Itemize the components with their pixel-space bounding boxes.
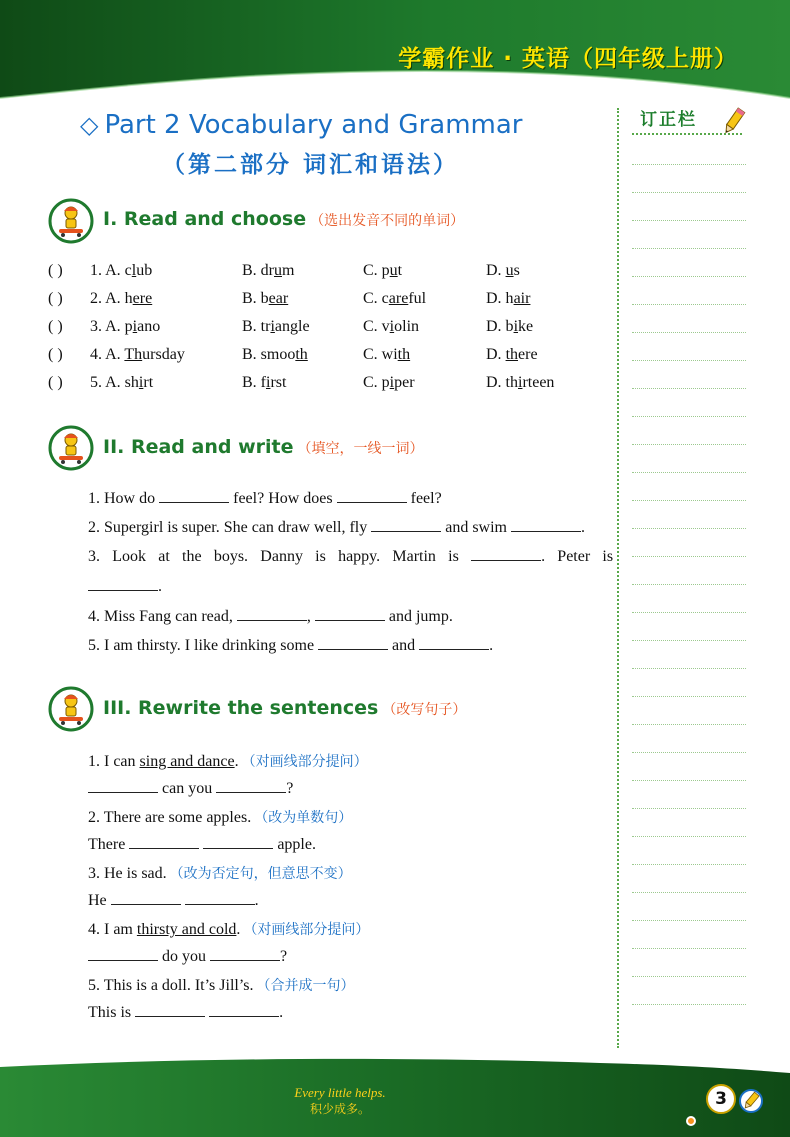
- answer-blank[interactable]: [135, 1003, 205, 1017]
- option-c-underlined: are: [388, 290, 409, 307]
- rewrite-sentence: [88, 807, 352, 827]
- answer-blank[interactable]: [511, 518, 581, 532]
- underlined-phrase: sing and dance: [139, 753, 235, 770]
- answer-paren[interactable]: ( ): [48, 262, 63, 279]
- fill-blank-question: [88, 547, 613, 566]
- rewrite-answer: [88, 891, 259, 910]
- instruction-hint: （对画线部分提问）: [241, 754, 368, 770]
- answer-blank[interactable]: [216, 779, 286, 793]
- answer-blank[interactable]: [209, 1003, 279, 1017]
- question-text: feel? How does: [229, 490, 337, 507]
- question-text: 5. I am thirsty. I like drinking some: [88, 637, 319, 654]
- sentence-text: 5. This is a doll. It’s Jill’s.: [88, 977, 254, 994]
- question-text: .: [541, 548, 546, 565]
- option-a-label: 3. A.: [90, 318, 125, 335]
- fill-blank-question: [88, 636, 493, 655]
- page-number: 3: [706, 1084, 736, 1114]
- rewrite-answer: [88, 835, 316, 854]
- part-subtitle: （第二部分 词汇和语法）: [162, 151, 460, 178]
- sentence-text: .: [234, 753, 239, 770]
- sentence-text: 1. I can: [88, 753, 140, 770]
- answer-blank[interactable]: [419, 636, 489, 650]
- answer-text: There: [88, 836, 130, 853]
- option-c-underlined: u: [389, 262, 398, 279]
- option-d-underlined: i: [518, 374, 523, 391]
- option-d: D. there: [486, 346, 538, 363]
- question-text: is: [448, 548, 459, 565]
- option-d-underlined: th: [505, 346, 519, 363]
- question-text: and: [388, 637, 420, 654]
- instruction-hint: （改为否定句，但意思不变）: [169, 866, 352, 882]
- option-d-underlined: air: [513, 290, 531, 307]
- option-a: 2. A. here: [90, 290, 153, 307]
- instruction-hint: （改为单数句）: [254, 810, 353, 826]
- answer-blank[interactable]: [88, 779, 158, 793]
- answer-blank[interactable]: [337, 489, 407, 503]
- option-d: D. hair: [486, 290, 531, 307]
- answer-text: ?: [280, 948, 288, 965]
- option-c-underlined: i: [389, 374, 395, 391]
- option-b-underlined: th: [295, 346, 308, 363]
- correction-lines: [632, 164, 746, 1032]
- option-b-underlined: i: [266, 374, 271, 391]
- fill-blank-question: [88, 607, 453, 626]
- option-a-underlined: ere: [132, 290, 153, 307]
- answer-blank[interactable]: [315, 607, 385, 621]
- sentence-text: 4. I am: [88, 921, 137, 938]
- question-text: feel?: [406, 490, 442, 507]
- rewrite-answer: [88, 947, 287, 966]
- part-title: [80, 110, 522, 140]
- option-c: C. violin: [363, 318, 420, 335]
- rewrite-sentence: [88, 751, 368, 771]
- answer-paren[interactable]: ( ): [48, 318, 63, 335]
- answer-blank[interactable]: [88, 577, 158, 591]
- answer-text: ?: [286, 780, 294, 797]
- answer-blank[interactable]: [471, 547, 541, 561]
- answer-blank-group: [471, 548, 545, 565]
- answer-blank[interactable]: [371, 518, 441, 532]
- question-text: Danny: [260, 548, 303, 565]
- section1-title-text: I. Read and choose: [103, 208, 307, 230]
- answer-blank[interactable]: [111, 891, 181, 905]
- answer-text: do you: [158, 948, 210, 965]
- option-a-label: 1. A.: [90, 262, 125, 279]
- option-c: C. careful: [363, 290, 427, 307]
- correction-divider: [617, 108, 619, 1048]
- fill-blank-continuation: [88, 577, 162, 596]
- option-a-underlined: l: [131, 262, 137, 279]
- answer-blank[interactable]: [237, 607, 307, 621]
- answer-blank[interactable]: [318, 636, 388, 650]
- option-b: B. bear: [242, 290, 289, 307]
- question-text: and swim: [441, 519, 511, 536]
- option-d: D. thirteen: [486, 374, 555, 391]
- section1-note: （选出发音不同的单词）: [310, 213, 465, 229]
- section3-title: [103, 697, 466, 719]
- section3-note: （改写句子）: [382, 702, 467, 718]
- answer-blank[interactable]: [210, 947, 280, 961]
- option-b-underlined: i: [270, 318, 275, 335]
- question-text: Martin: [392, 548, 436, 565]
- option-d: D. bike: [486, 318, 534, 335]
- option-b-underlined: ear: [268, 290, 289, 307]
- option-b: B. first: [242, 374, 287, 391]
- sentence-text: 2. There are some apples.: [88, 809, 252, 826]
- question-text: .: [158, 578, 162, 595]
- option-d-underlined: i: [513, 318, 519, 335]
- rewrite-sentence: [88, 919, 369, 939]
- option-c: C. with: [363, 346, 411, 363]
- question-text: Peter: [557, 548, 591, 565]
- answer-text: This is: [88, 1004, 136, 1021]
- kid-skateboard-icon: [48, 686, 94, 732]
- answer-text: He: [88, 892, 111, 909]
- correction-title-rule: [632, 133, 742, 135]
- pencil-icon: [722, 106, 746, 136]
- question-text: is: [602, 548, 614, 565]
- motto-english: Every little helps.: [294, 1085, 386, 1100]
- option-a: 5. A. shirt: [90, 374, 154, 391]
- answer-text: .: [279, 1004, 284, 1021]
- fill-blank-question: [88, 518, 585, 537]
- instruction-hint: （合并成一句）: [256, 978, 355, 994]
- pencil-icon: [738, 1088, 764, 1114]
- section2-title-text: II. Read and write: [103, 436, 294, 458]
- question-text: ,: [306, 608, 315, 625]
- fill-blank-question: [88, 489, 442, 508]
- option-b: B. drum: [242, 262, 295, 279]
- answer-blank[interactable]: [129, 835, 199, 849]
- option-c: C. put: [363, 262, 403, 279]
- section2-note: （填空，一线一词）: [297, 441, 424, 457]
- kid-skateboard-icon: [48, 425, 94, 471]
- option-b: B. triangle: [242, 318, 310, 335]
- answer-text: apple.: [273, 836, 316, 853]
- answer-paren[interactable]: ( ): [48, 346, 63, 363]
- option-a-underlined: Th: [124, 346, 143, 363]
- diamond-icon: ◇: [80, 111, 99, 139]
- question-text: 2. Supergirl is super. She can draw well, fly: [88, 519, 372, 536]
- option-b: B. smooth: [242, 346, 308, 363]
- section1-title: [103, 208, 464, 230]
- option-a: 1. A. club: [90, 262, 153, 279]
- answer-blank[interactable]: [159, 489, 229, 503]
- question-text: is: [315, 548, 326, 565]
- answer-paren[interactable]: ( ): [48, 374, 63, 391]
- question-text: 1. How do: [88, 490, 160, 507]
- option-c-underlined: th: [397, 346, 411, 363]
- question-text: 4. Miss Fang can read,: [88, 608, 237, 625]
- question-text: and jump.: [384, 608, 453, 625]
- option-a-label: 4. A.: [90, 346, 125, 363]
- motto-chinese: 积少成多。: [309, 1102, 370, 1116]
- underlined-phrase: thirsty and cold: [136, 921, 237, 938]
- correction-title: 订正栏: [640, 110, 697, 130]
- question-text: Look: [112, 548, 147, 565]
- rewrite-answer: [88, 1003, 283, 1022]
- option-c: C. piper: [363, 374, 415, 391]
- answer-text: can you: [158, 780, 217, 797]
- option-a: 3. A. piano: [90, 318, 161, 335]
- rewrite-answer: [88, 779, 293, 798]
- option-a-underlined: i: [138, 374, 144, 391]
- option-b-underlined: u: [274, 262, 282, 279]
- option-a-label: 5. A.: [90, 374, 125, 391]
- sentence-text: .: [236, 921, 241, 938]
- question-text: the: [182, 548, 202, 565]
- rewrite-sentence: [88, 975, 355, 995]
- answer-text: .: [254, 892, 259, 909]
- option-c-underlined: i: [389, 318, 395, 335]
- kid-skateboard-icon: [48, 198, 94, 244]
- answer-blank[interactable]: [88, 947, 158, 961]
- question-text: .: [581, 519, 585, 536]
- question-text: 3.: [88, 548, 100, 565]
- question-text: boys.: [213, 548, 249, 565]
- option-d-underlined: u: [505, 262, 514, 279]
- section3-title-text: III. Rewrite the sentences: [103, 697, 379, 719]
- question-text: happy.: [338, 548, 381, 565]
- decorative-dot: [686, 1116, 696, 1126]
- answer-blank[interactable]: [185, 891, 255, 905]
- option-d: D. us: [486, 262, 520, 279]
- answer-paren[interactable]: ( ): [48, 290, 63, 307]
- question-text: .: [489, 637, 494, 654]
- instruction-hint: （对画线部分提问）: [243, 922, 370, 938]
- part-title-text: Part 2 Vocabulary and Grammar: [104, 110, 523, 140]
- answer-blank[interactable]: [203, 835, 273, 849]
- option-a-label: 2. A.: [90, 290, 125, 307]
- question-text: at: [158, 548, 170, 565]
- section2-title: [103, 436, 424, 458]
- option-a: 4. A. Thursday: [90, 346, 185, 363]
- rewrite-sentence: [88, 863, 352, 883]
- sentence-text: 3. He is sad.: [88, 865, 167, 882]
- option-a-underlined: i: [132, 318, 138, 335]
- book-title: 学霸作业 · 英语（四年级上册）: [398, 46, 738, 72]
